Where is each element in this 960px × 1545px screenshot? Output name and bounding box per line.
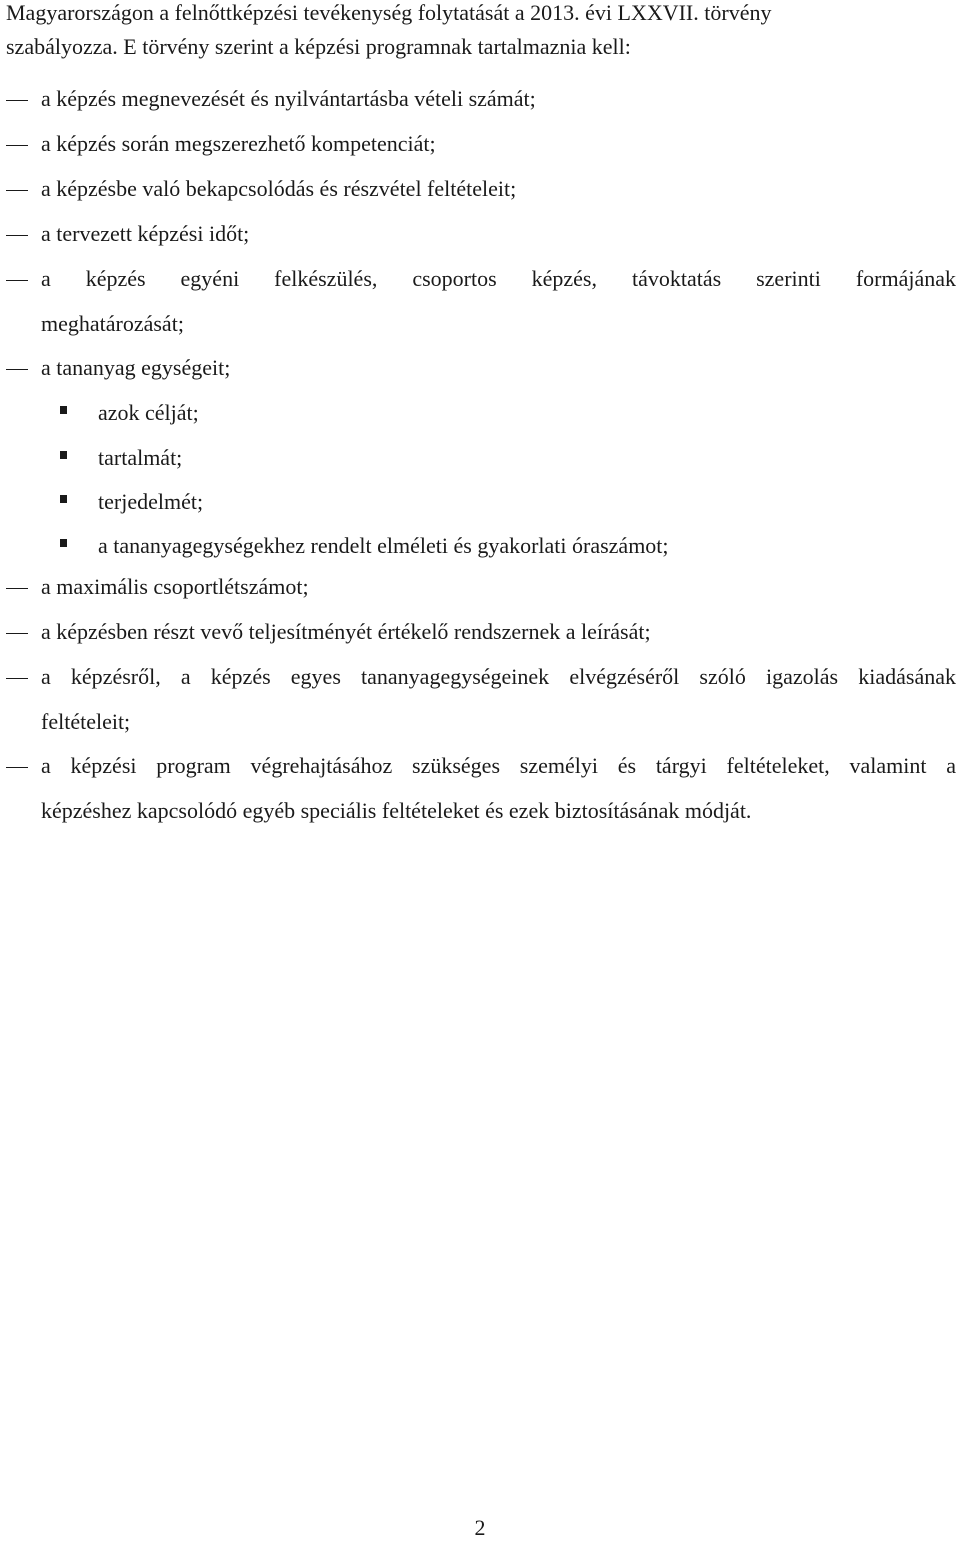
- list-item-text: a képzésről, a képzés egyes tananyagegységeinek elvégzéséről szóló igazolás kiadásának: [41, 664, 956, 689]
- list-item-text: a képzésbe való bekapcsolódás és részvétel feltételeit;: [41, 176, 517, 201]
- dash-bullet-icon: [6, 145, 28, 146]
- square-bullet-icon: [60, 406, 67, 414]
- dash-bullet-icon: [6, 633, 28, 634]
- list-item-text: a képzés egyéni felkészülés, csoportos képzés, távoktatás szerinti formájának: [41, 266, 956, 291]
- sub-list-item-text: terjedelmét;: [98, 489, 204, 514]
- list-item-text: a képzés során megszerezhető kompetenciát;: [41, 131, 436, 156]
- dash-bullet-icon: [6, 678, 28, 679]
- list-item-text: a képzés megnevezését és nyilvántartásba vételi számát;: [41, 86, 536, 111]
- square-bullet-icon: [60, 451, 67, 459]
- intro-paragraph: [6, 0, 936, 64]
- square-bullet-icon: [60, 539, 67, 547]
- sub-list-item-text: azok célját;: [98, 400, 199, 425]
- list-item-text: a maximális csoportlétszámot;: [41, 574, 309, 599]
- square-bullet-icon: [60, 495, 67, 503]
- list-item-continuation: képzéshez kapcsolódó egyéb speciális feltételeket és ezek biztosításának módját.: [41, 798, 752, 823]
- sub-list-item-text: a tananyagegységekhez rendelt elméleti és gyakorlati óraszámot;: [98, 533, 669, 558]
- list-item-text: a tervezett képzési időt;: [41, 221, 250, 246]
- list-item-text: a képzési program végrehajtásához szükséges személyi és tárgyi feltételeket, valamint a: [41, 753, 956, 778]
- dash-bullet-icon: [6, 767, 28, 768]
- list-item-continuation: feltételeit;: [41, 709, 131, 734]
- dash-bullet-icon: [6, 100, 28, 101]
- dash-bullet-icon: [6, 190, 28, 191]
- intro-line-1: Magyarországon a felnőttképzési tevékenység folytatását a 2013. évi LXXVII. törvény: [6, 0, 772, 25]
- dash-bullet-icon: [6, 369, 28, 370]
- dash-bullet-icon: [6, 280, 28, 281]
- intro-line-2: szabályozza. E törvény szerint a képzési programnak tartalmaznia kell:: [6, 34, 631, 59]
- list-item-text: a tananyag egységeit;: [41, 355, 231, 380]
- sub-list-item-text: tartalmát;: [98, 445, 183, 470]
- list-item-text: a képzésben részt vevő teljesítményét értékelő rendszernek a leírását;: [41, 619, 651, 644]
- dash-bullet-icon: [6, 588, 28, 589]
- dash-bullet-icon: [6, 235, 28, 236]
- page-number: 2: [474, 1515, 486, 1540]
- list-item-continuation: meghatározását;: [41, 311, 184, 336]
